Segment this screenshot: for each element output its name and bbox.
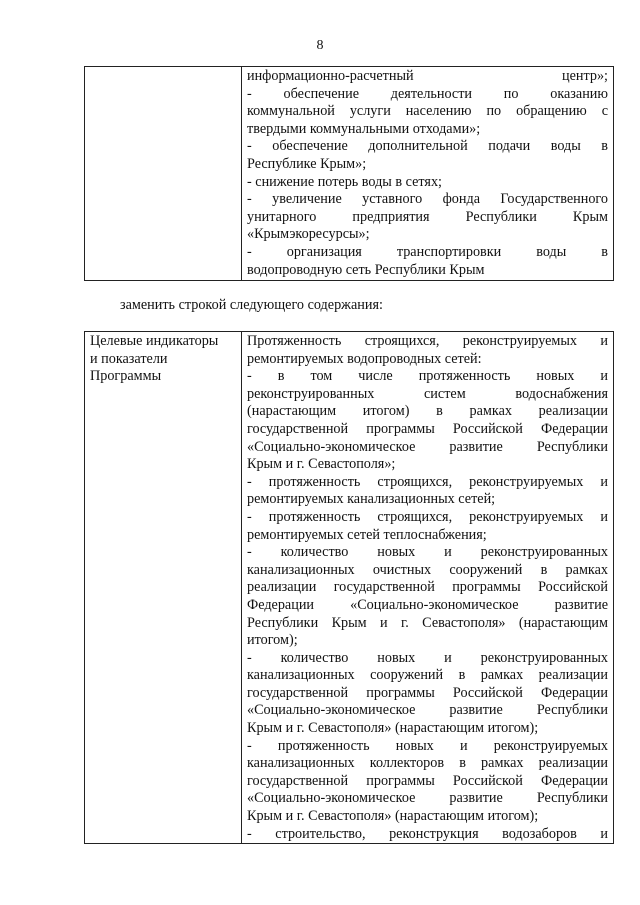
text-line: Крым и г. Севастополя» (нарастающим итогом); [247,720,539,737]
page-number: 8 [316,38,324,53]
text-line: - снижение потерь воды в сетях; [247,173,442,190]
text-line: государственной программы Российской Федерации [247,420,608,437]
text-line: ремонтируемых водопроводных сетей: [247,350,482,367]
text-line: канализационных очистных сооружений в рамках [247,561,608,578]
text-line: - количество новых и реконструированных [247,544,608,561]
text-line: (нарастающим итогом) в рамках реализации [247,403,608,420]
row-label-line: Целевые индикаторы [90,333,219,349]
text-line: коммунальной услуги населению по обращению с [247,103,608,120]
text-line: государственной программы Российской Федерации [247,684,608,701]
text-line: информационно-расчетный центр»; [247,68,608,84]
text-line: «Социально-экономическое развитие Республики [247,438,608,455]
table-cell-right [242,332,614,844]
table-cell-right [242,67,614,281]
text-line: Федерации «Социально-экономическое развитие [247,596,608,613]
program-table-replacement [84,331,614,844]
text-line: - в том числе протяженность новых и [247,368,608,385]
text-line: - протяженность новых и реконструируемых [247,737,608,754]
text-line: Крым и г. Севастополя» (нарастающим итогом); [247,808,539,825]
program-table-previous [84,66,614,281]
text-line: водопроводную сеть Республики Крым [247,261,485,278]
table-cell-left [85,332,242,844]
text-line: ремонтируемых канализационных сетей; [247,491,496,508]
text-line: - количество новых и реконструированных [247,649,608,666]
text-line: - протяженность строящихся, реконструируемых и [247,473,608,490]
text-line: - обеспечение дополнительной подачи воды в [247,138,608,155]
text-line: ремонтируемых сетей теплоснабжения; [247,526,487,543]
text-line: государственной программы Российской Федерации [247,772,608,789]
table-row [85,67,614,281]
text-line: Республике Крым»; [247,155,367,172]
text-line: - строительство, реконструкция водозаборов и [247,825,608,842]
text-line: - увеличение уставного фонда Государственного [247,191,608,208]
text-line: канализационных сооружений в рамках реализации [247,667,608,684]
text-line: реализации государственной программы Российской [247,579,608,596]
table-row [85,332,614,844]
text-line: «Социально-экономическое развитие Республики [247,702,608,719]
text-line: твердыми коммунальными отходами»; [247,120,481,137]
replacement-instruction: заменить строкой следующего содержания: [120,297,383,313]
text-line: реконструированных систем водоснабжения [247,385,608,402]
text-line: Республики Крым и г. Севастополя» (нарастающим [247,614,608,631]
text-line: - организация транспортировки воды в [247,243,608,260]
text-line: - обеспечение деятельности по оказанию [247,85,608,102]
row-label-line: Программы [90,368,162,385]
row-label-line: и показатели [90,350,168,367]
text-line: «Крымэкоресурсы»; [247,226,370,243]
text-line: унитарного предприятия Республики Крым [247,208,608,225]
table-cell-left-empty [85,67,242,281]
text-line: Крым и г. Севастополя»; [247,456,396,473]
text-line: «Социально-экономическое развитие Республики [247,790,608,807]
text-line: итогом); [247,632,298,649]
text-line: Протяженность строящихся, реконструируемых и [247,333,608,349]
text-line: - протяженность строящихся, реконструируемых и [247,508,608,525]
text-line: канализационных коллекторов в рамках реализации [247,755,608,772]
